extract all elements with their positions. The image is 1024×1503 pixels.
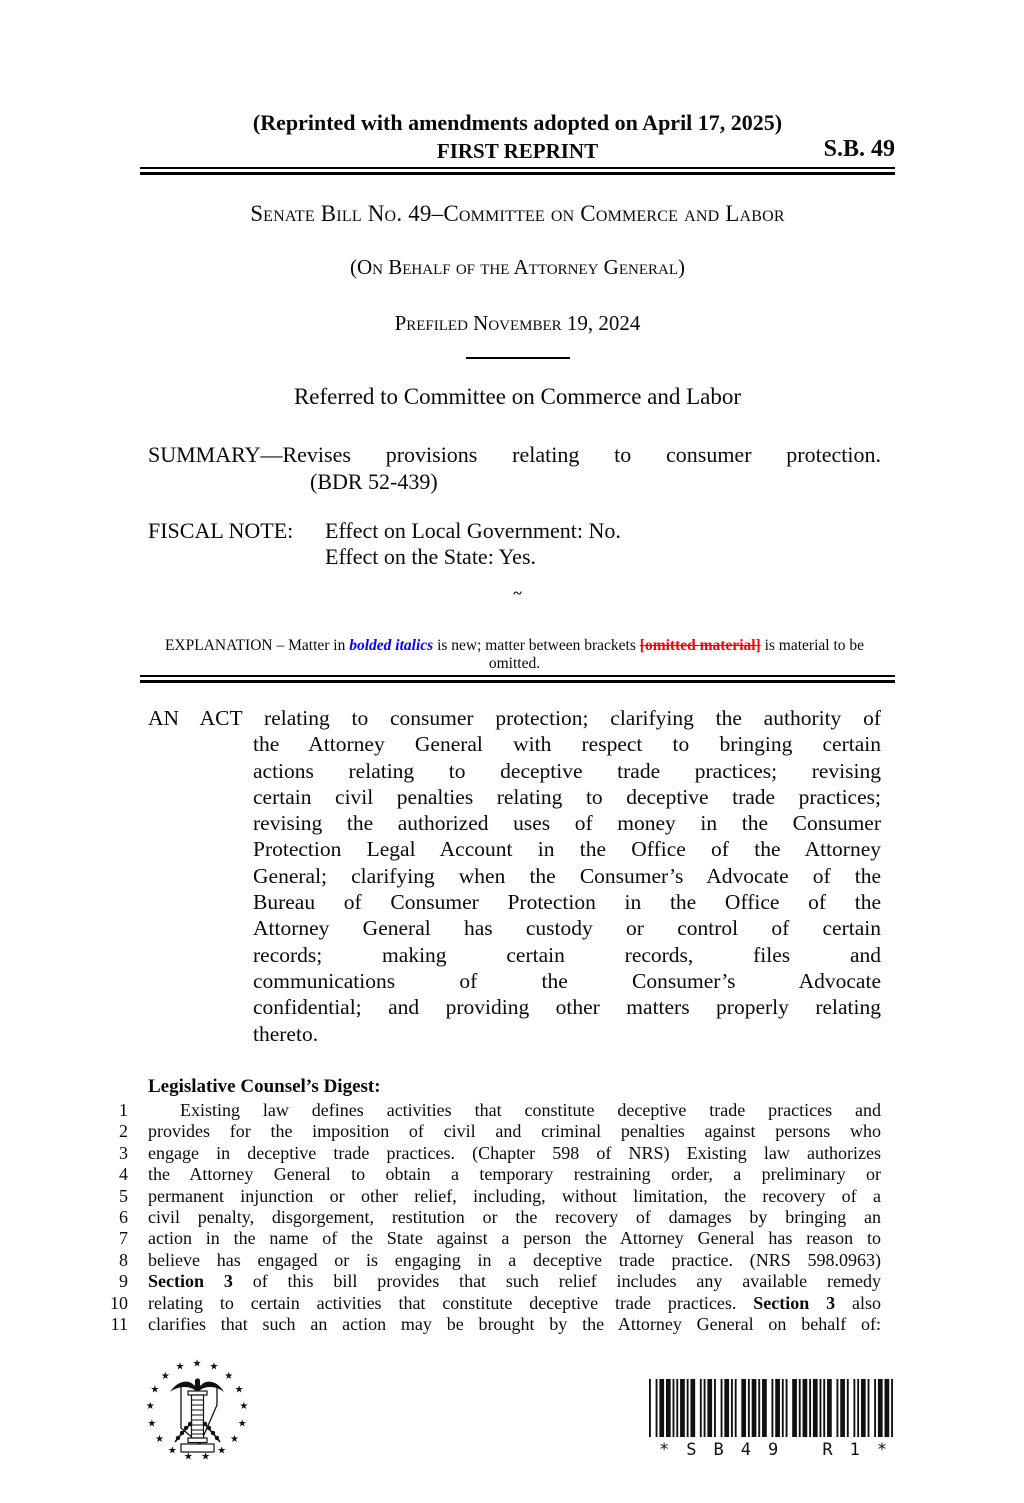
svg-text:★: ★ <box>237 1418 247 1430</box>
omitted-matter-sample: [omitted material] <box>639 637 761 654</box>
svg-text:★: ★ <box>145 1401 155 1413</box>
mid-double-rule <box>140 675 895 683</box>
reprint-row <box>140 136 895 164</box>
an-act-line: Bureau of Consumer Protection in the Office of the <box>253 890 881 915</box>
line-number: 6 <box>119 1207 128 1228</box>
fiscal-note-label: FISCAL NOTE: <box>148 518 294 543</box>
on-behalf-line: (On Behalf of the Attorney General) <box>350 255 685 279</box>
digest-line <box>110 1292 882 1314</box>
an-act-line: the Attorney General with respect to bringing certain <box>253 732 881 757</box>
fiscal-state: Effect on the State: Yes. <box>325 544 537 569</box>
digest-line <box>119 1164 881 1185</box>
line-number: 10 <box>110 1292 128 1313</box>
digest-line <box>119 1185 881 1207</box>
eagle-head <box>195 1378 200 1383</box>
explanation-segment: is new; matter between brackets <box>433 637 640 654</box>
svg-text:★: ★ <box>224 1370 234 1382</box>
line-number: 2 <box>119 1121 128 1142</box>
digest-line <box>119 1100 881 1121</box>
digest-line <box>110 1314 881 1335</box>
fiscal-note-lines <box>325 518 621 570</box>
an-act-line: confidential; and providing other matters properly relating <box>253 995 881 1020</box>
top-double-rule <box>140 167 895 175</box>
prefiled-line: Prefiled November 19, 2024 <box>394 311 641 335</box>
svg-text:★: ★ <box>175 1361 185 1373</box>
summary-text: SUMMARY—Revises provisions relating to consumer protection. <box>148 442 881 467</box>
digest-line <box>119 1271 881 1292</box>
digest-line-text: engage in deceptive trade practices. (Chapter 598 of NRS) Existing law authorizes <box>148 1142 881 1163</box>
digest-line <box>119 1228 881 1249</box>
an-act-line: records; making certain records, files and <box>253 942 881 967</box>
svg-text:★: ★ <box>230 1433 239 1445</box>
svg-text:★: ★ <box>209 1361 219 1373</box>
banner-icon <box>181 1444 214 1452</box>
svg-text:★: ★ <box>155 1433 164 1445</box>
an-act-line: AN ACT relating to consumer protection; clarifying the authority of <box>148 706 881 730</box>
line-number: 4 <box>119 1164 128 1185</box>
bill-title: Senate Bill No. 49–Committee on Commerce and Labor <box>250 201 785 226</box>
line-number: 7 <box>119 1228 128 1249</box>
line-number: 11 <box>110 1314 128 1335</box>
tilde-divider: ~ <box>513 585 522 602</box>
svg-text:★: ★ <box>147 1418 157 1430</box>
fiscal-local-government: Effect on Local Government: No. <box>325 518 621 543</box>
an-act-line: Attorney General has custody or control of certain <box>253 916 881 941</box>
line-number: 9 <box>119 1271 128 1292</box>
barcode-block <box>649 1379 905 1460</box>
digest-heading: Legislative Counsel’s Digest: <box>148 1076 381 1097</box>
reprint-note: (Reprinted with amendments adopted on April 17, 2025) <box>252 110 783 135</box>
digest-line-text: Section 3 of this bill provides that such relief includes any available remedy <box>148 1271 881 1292</box>
an-act-line: actions relating to deceptive trade practices; revising <box>253 758 881 783</box>
summary-block <box>148 441 881 495</box>
fiscal-note-block <box>148 518 881 570</box>
svg-text:★: ★ <box>217 1445 227 1457</box>
an-act-line: thereto. <box>253 1021 319 1046</box>
digest-line-text: civil penalty, disgorgement, restitution or the recovery of damages by bringing an <box>148 1207 881 1228</box>
svg-text:★: ★ <box>239 1401 249 1413</box>
svg-text:★: ★ <box>183 1451 193 1463</box>
line-number: 1 <box>119 1100 128 1120</box>
line-number: 5 <box>119 1185 128 1206</box>
svg-text:★: ★ <box>150 1384 160 1396</box>
reprint-label: FIRST REPRINT <box>436 139 599 163</box>
digest-line-text: permanent injunction or other relief, including, without limitation, the recovery of a <box>148 1185 881 1206</box>
digest-line-text: action in the name of the State against a person the Attorney General has reason to <box>148 1228 881 1249</box>
digest-line <box>119 1121 881 1142</box>
line-number: 8 <box>119 1249 128 1270</box>
an-act-paragraph <box>148 705 881 1047</box>
explanation-text <box>148 637 881 673</box>
referred-line: Referred to Committee on Commerce and Labor <box>293 384 742 409</box>
new-matter-sample: bolded italics <box>349 637 434 654</box>
svg-text:★: ★ <box>167 1445 177 1457</box>
digest-lines <box>110 1100 882 1335</box>
barcode-label: *SB49 R1* <box>659 1440 905 1460</box>
an-act-line: Protection Legal Account in the Office of the Attorney <box>253 837 881 862</box>
svg-text:★: ★ <box>192 1358 202 1370</box>
an-act-line: revising the authorized uses of money in the Consumer <box>253 811 881 836</box>
barcode-icon <box>649 1379 893 1437</box>
svg-text:★: ★ <box>234 1384 244 1396</box>
an-act-line: communications of the Consumer’s Advocate <box>253 968 881 993</box>
digest-line-text: relating to certain activities that constitute deceptive trade practices. Section 3 also <box>148 1292 882 1313</box>
an-act-line: certain civil penalties relating to deceptive trade practices; <box>253 784 881 809</box>
explanation-segment: EXPLANATION – Matter in <box>164 637 350 654</box>
digest-line-text: the Attorney General to obtain a temporary restraining order, a preliminary or <box>148 1164 881 1185</box>
bill-number: S.B. 49 <box>823 136 895 162</box>
line-number: 3 <box>119 1142 128 1163</box>
explanation-segment: is material to be omitted. <box>488 637 865 672</box>
digest-line <box>119 1249 881 1271</box>
digest-line <box>119 1207 881 1228</box>
short-divider-rule <box>466 357 570 359</box>
nevada-legislature-seal-icon <box>137 1358 257 1468</box>
an-act-line: General; clarifying when the Consumer’s Advocate of the <box>253 863 881 888</box>
svg-text:★: ★ <box>160 1370 170 1382</box>
digest-line-text: clarifies that such an action may be brought by the Attorney General on behalf of: <box>148 1314 881 1335</box>
digest-line-text: provides for the imposition of civil and criminal penalties against persons who <box>148 1121 881 1142</box>
bdr-number: (BDR 52-439) <box>310 469 438 494</box>
digest-line-text: Existing law defines activities that constitute deceptive trade practices and <box>180 1100 881 1120</box>
digest-line <box>119 1142 881 1164</box>
svg-text:★: ★ <box>201 1451 211 1463</box>
digest-line-text: believe has engaged or is engaging in a deceptive trade practice. (NRS 598.0963) <box>148 1249 881 1270</box>
